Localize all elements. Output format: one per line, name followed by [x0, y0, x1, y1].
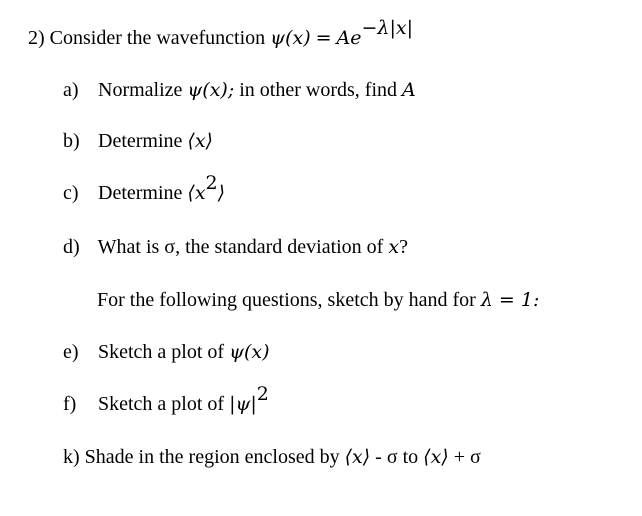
part-k-text2: - σ to: [375, 446, 419, 468]
part-d-text2: ?: [399, 236, 408, 258]
part-k-mark: k): [63, 446, 80, 468]
part-b-text: Determine: [98, 130, 183, 152]
part-c-mark: c): [63, 182, 79, 204]
part-b-mark: b): [63, 130, 80, 152]
part-f-sup: 2: [256, 383, 269, 406]
part-c-sup: 2: [205, 172, 218, 195]
part-b-math: ⟨x⟩: [187, 130, 213, 152]
part-c-math: ⟨x: [187, 182, 206, 204]
sketch-note: [97, 287, 539, 313]
part-k-math2: ⟨x⟩: [423, 446, 449, 468]
wavefunction-rhs: Ae: [336, 27, 362, 49]
part-k-math: ⟨x⟩: [344, 446, 371, 468]
part-k: [63, 444, 481, 470]
part-a-text: Normalize: [98, 79, 183, 101]
part-k-text: Shade in the region enclosed by: [84, 446, 340, 468]
problem-intro: Consider the wavefunction: [49, 27, 266, 49]
part-a: [63, 77, 416, 103]
part-a-math: ψ(x);: [187, 79, 235, 101]
part-e: [63, 339, 270, 365]
part-c: [63, 172, 226, 206]
part-c-text: Determine: [98, 182, 183, 204]
part-f-mark: f): [63, 393, 77, 415]
wavefunction-exponent: −λ|x|: [361, 17, 413, 40]
sketch-note-text: For the following questions, sketch by hand for: [97, 289, 476, 311]
part-e-mark: e): [63, 341, 79, 363]
part-e-math: ψ(x): [229, 341, 270, 363]
wavefunction-lhs: ψ(x): [270, 27, 311, 49]
part-a-mark: a): [63, 79, 79, 101]
part-d-math: x: [388, 236, 400, 258]
part-d-mark: d): [63, 236, 80, 258]
part-f-math: |ψ|: [229, 393, 257, 415]
part-c-math-end: ⟩: [217, 182, 226, 204]
part-a-text2: in other words, find: [239, 79, 398, 101]
part-b: [63, 128, 213, 154]
part-a-math2: A: [402, 79, 416, 101]
part-d: [63, 234, 408, 260]
part-k-text3: + σ: [453, 446, 481, 468]
part-f: [63, 383, 269, 417]
equals-sign: =: [315, 27, 332, 49]
problem-number: 2): [28, 27, 45, 49]
sketch-note-math: λ = 1:: [480, 289, 540, 311]
part-f-text: Sketch a plot of: [98, 393, 225, 415]
problem-header: [28, 17, 413, 51]
part-d-text: What is σ, the standard deviation of: [97, 236, 384, 258]
part-e-text: Sketch a plot of: [98, 341, 225, 363]
